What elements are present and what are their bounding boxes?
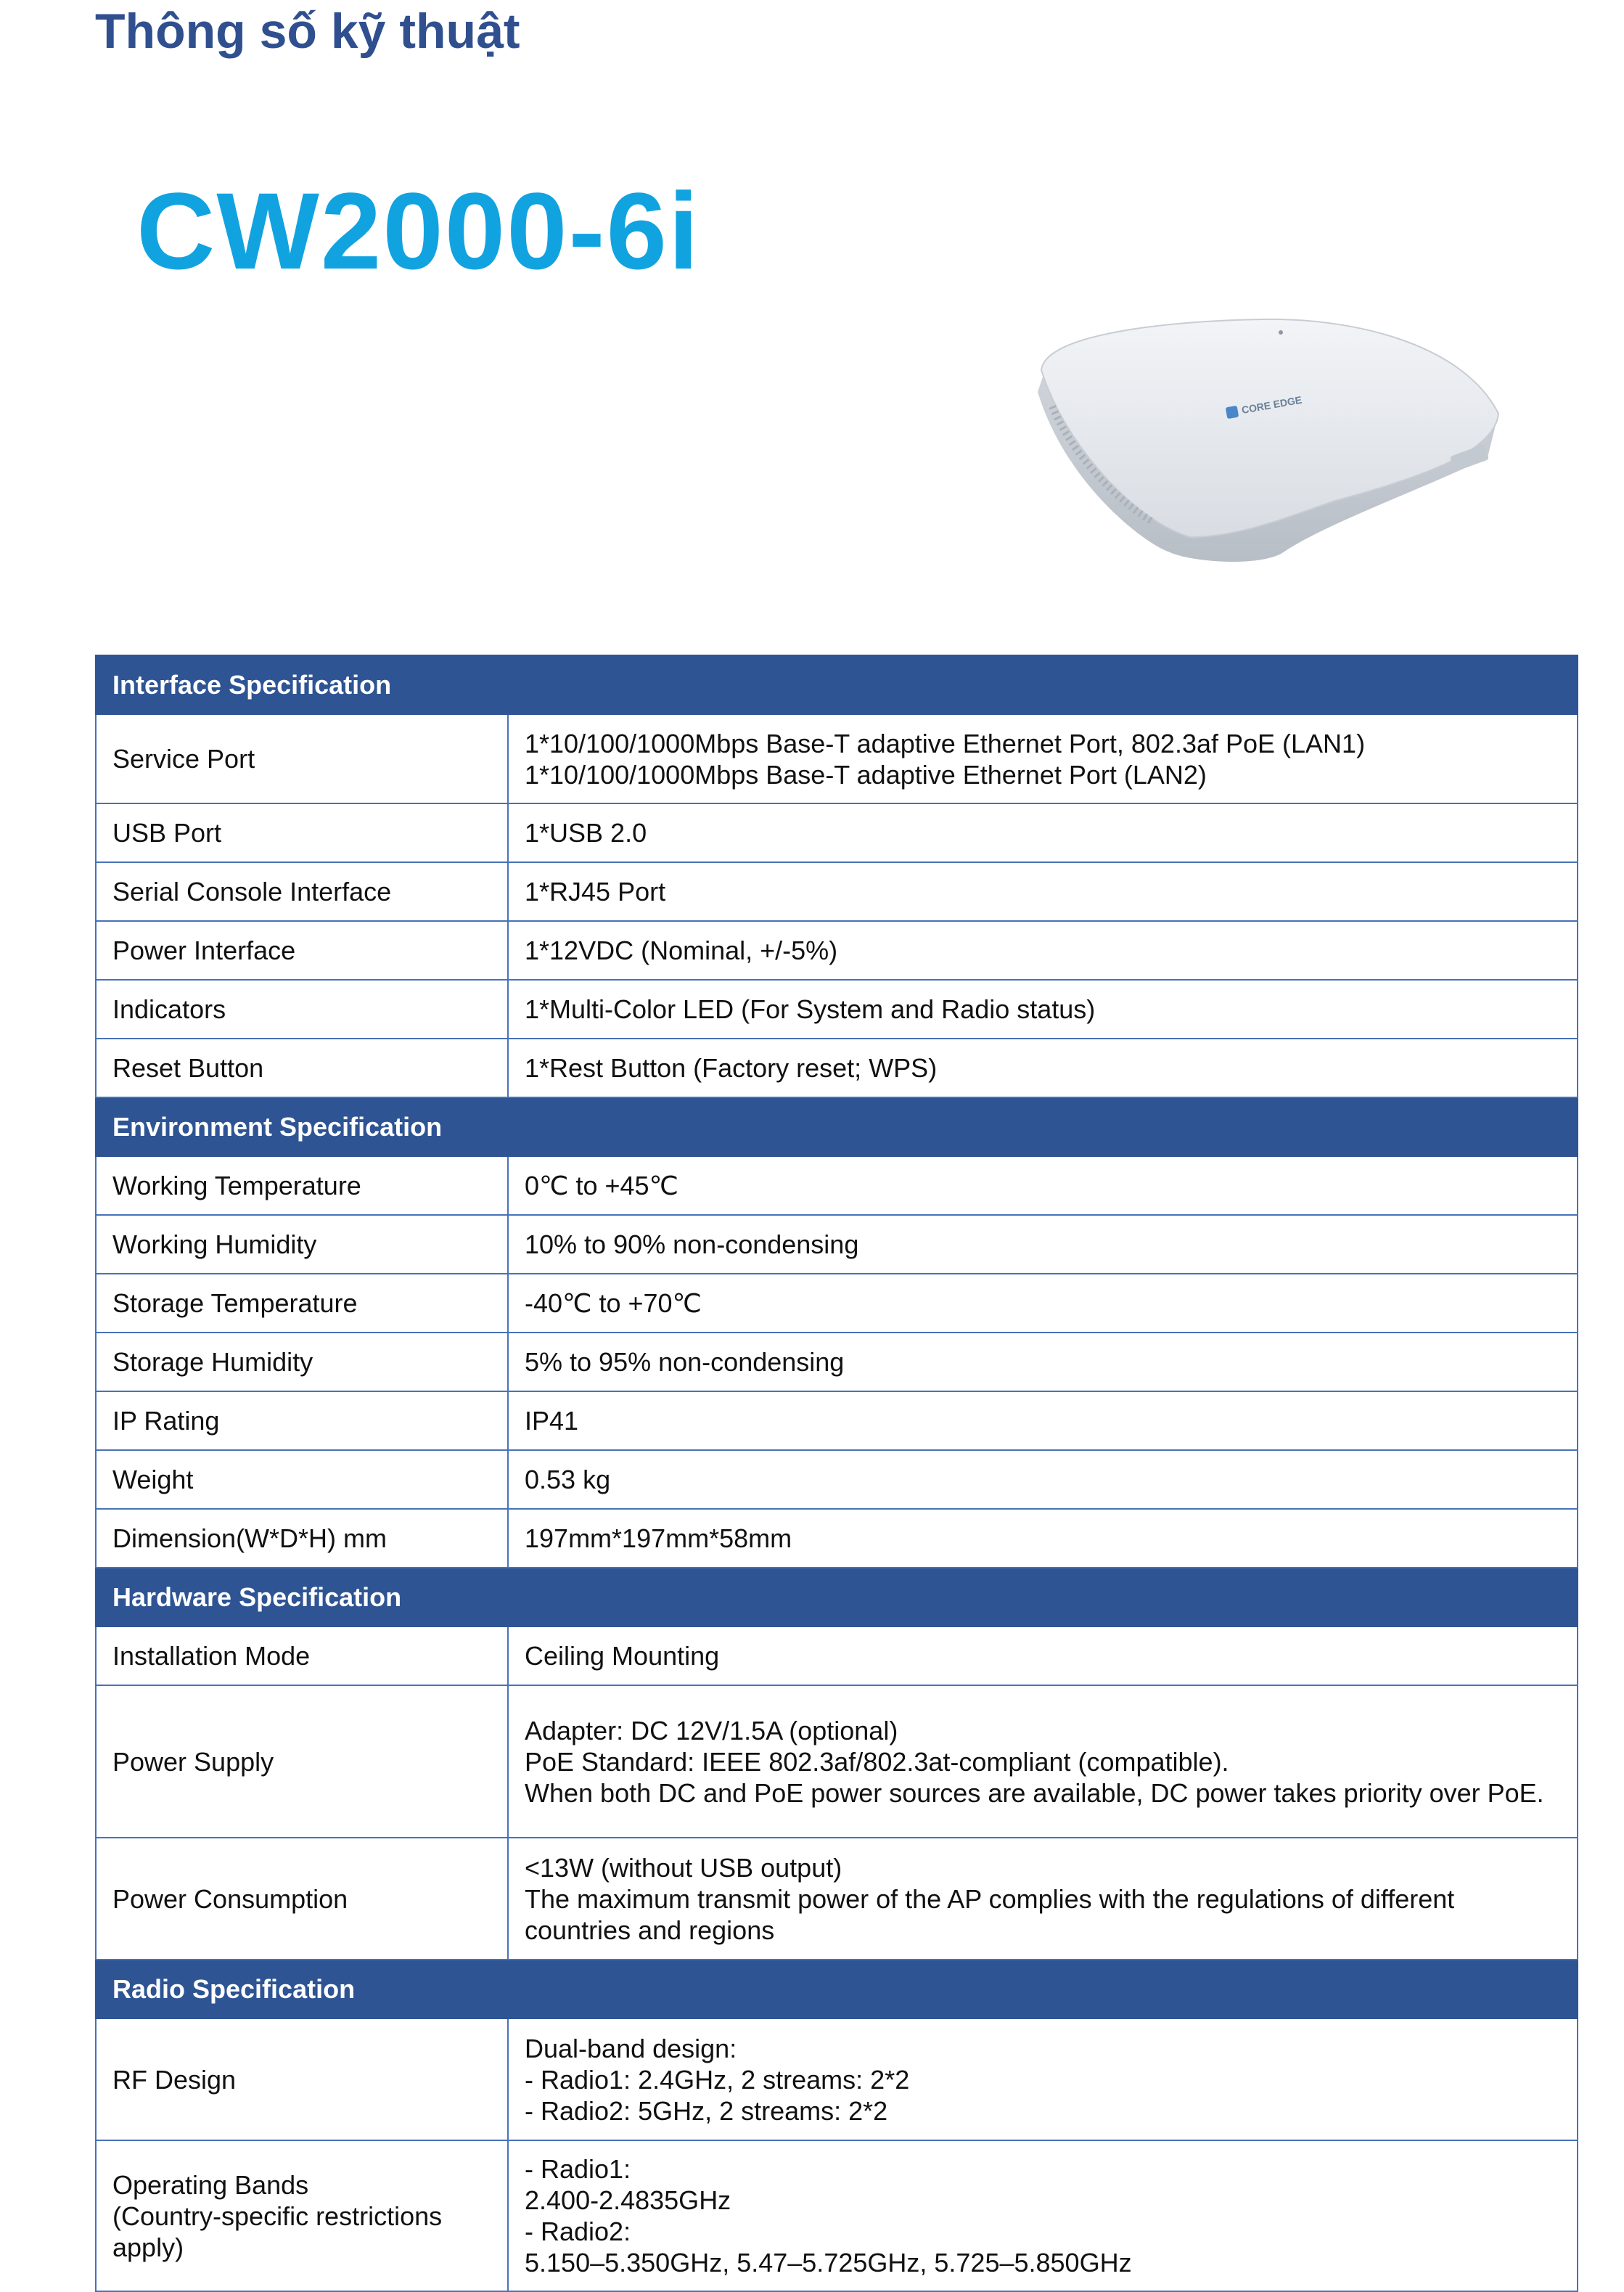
row-value: 1*Multi-Color LED (For System and Radio status): [508, 980, 1578, 1039]
row-value: 1*RJ45 Port: [508, 862, 1578, 921]
row-label: Operating Bands (Country-specific restrictions apply): [96, 2140, 508, 2291]
table-row: [96, 1039, 1578, 1097]
row-value: 1*USB 2.0: [508, 803, 1578, 862]
row-label: Power Consumption: [96, 1838, 508, 1960]
row-label: USB Port: [96, 803, 508, 862]
table-row: [96, 1838, 1578, 1960]
svg-text:CORE EDGE: CORE EDGE: [1240, 393, 1303, 416]
section-title: Environment Specification: [96, 1097, 1578, 1156]
page-heading: Thông số kỹ thuật: [95, 4, 520, 59]
row-value: 10% to 90% non-condensing: [508, 1215, 1578, 1274]
row-value: <13W (without USB output) The maximum transmit power of the AP complies with the regulations of different countries and regions: [508, 1838, 1578, 1960]
table-row: [96, 1685, 1578, 1838]
table-row: [96, 1509, 1578, 1568]
access-point-image: [1023, 305, 1517, 581]
row-value: IP41: [508, 1391, 1578, 1450]
row-value: Dual-band design: - Radio1: 2.4GHz, 2 streams: 2*2 - Radio2: 5GHz, 2 streams: 2*2: [508, 2018, 1578, 2140]
spec-table: [95, 655, 1578, 2292]
row-label: Service Port: [96, 714, 508, 803]
row-value: Adapter: DC 12V/1.5A (optional) PoE Standard: IEEE 802.3af/802.3at-compliant (compatible). When both DC and PoE power sources are available, DC power takes priority over PoE.: [508, 1685, 1578, 1838]
section-title: Hardware Specification: [96, 1568, 1578, 1626]
table-row: [96, 1626, 1578, 1685]
table-row: [96, 2018, 1578, 2140]
table-row: [96, 1156, 1578, 1215]
table-row: [96, 1274, 1578, 1333]
row-label: Working Temperature: [96, 1156, 508, 1215]
table-row: [96, 1391, 1578, 1450]
table-row: [96, 1450, 1578, 1509]
row-label: Dimension(W*D*H) mm: [96, 1509, 508, 1568]
section-header-interface: [96, 655, 1578, 714]
row-value: 1*12VDC (Nominal, +/-5%): [508, 921, 1578, 980]
section-title: Radio Specification: [96, 1960, 1578, 2018]
row-value: 197mm*197mm*58mm: [508, 1509, 1578, 1568]
section-header-radio: [96, 1960, 1578, 2018]
table-row: [96, 980, 1578, 1039]
table-row: [96, 921, 1578, 980]
row-label: Power Interface: [96, 921, 508, 980]
row-label: Indicators: [96, 980, 508, 1039]
row-label: RF Design: [96, 2018, 508, 2140]
table-row: [96, 862, 1578, 921]
row-label: IP Rating: [96, 1391, 508, 1450]
row-value: 0℃ to +45℃: [508, 1156, 1578, 1215]
table-row: [96, 2140, 1578, 2291]
row-label: Power Supply: [96, 1685, 508, 1838]
section-header-environment: [96, 1097, 1578, 1156]
row-label: Weight: [96, 1450, 508, 1509]
row-value: 1*Rest Button (Factory reset; WPS): [508, 1039, 1578, 1097]
row-label: Reset Button: [96, 1039, 508, 1097]
row-label: Serial Console Interface: [96, 862, 508, 921]
table-row: [96, 1333, 1578, 1391]
row-value: -40℃ to +70℃: [508, 1274, 1578, 1333]
row-value: 0.53 kg: [508, 1450, 1578, 1509]
section-title: Interface Specification: [96, 655, 1578, 714]
row-label: Storage Temperature: [96, 1274, 508, 1333]
row-value: Ceiling Mounting: [508, 1626, 1578, 1685]
table-row: [96, 714, 1578, 803]
row-label: Storage Humidity: [96, 1333, 508, 1391]
row-value: - Radio1: 2.400-2.4835GHz - Radio2: 5.150–5.350GHz, 5.47–5.725GHz, 5.725–5.850GHz: [508, 2140, 1578, 2291]
model-title: CW2000-6i: [136, 170, 700, 292]
table-row: [96, 803, 1578, 862]
table-row: [96, 1215, 1578, 1274]
row-label: Installation Mode: [96, 1626, 508, 1685]
row-label: Working Humidity: [96, 1215, 508, 1274]
row-value: 5% to 95% non-condensing: [508, 1333, 1578, 1391]
row-value: 1*10/100/1000Mbps Base-T adaptive Ethernet Port, 802.3af PoE (LAN1) 1*10/100/1000Mbps Base-T adaptive Ethernet Port (LAN2): [508, 714, 1578, 803]
section-header-hardware: [96, 1568, 1578, 1626]
